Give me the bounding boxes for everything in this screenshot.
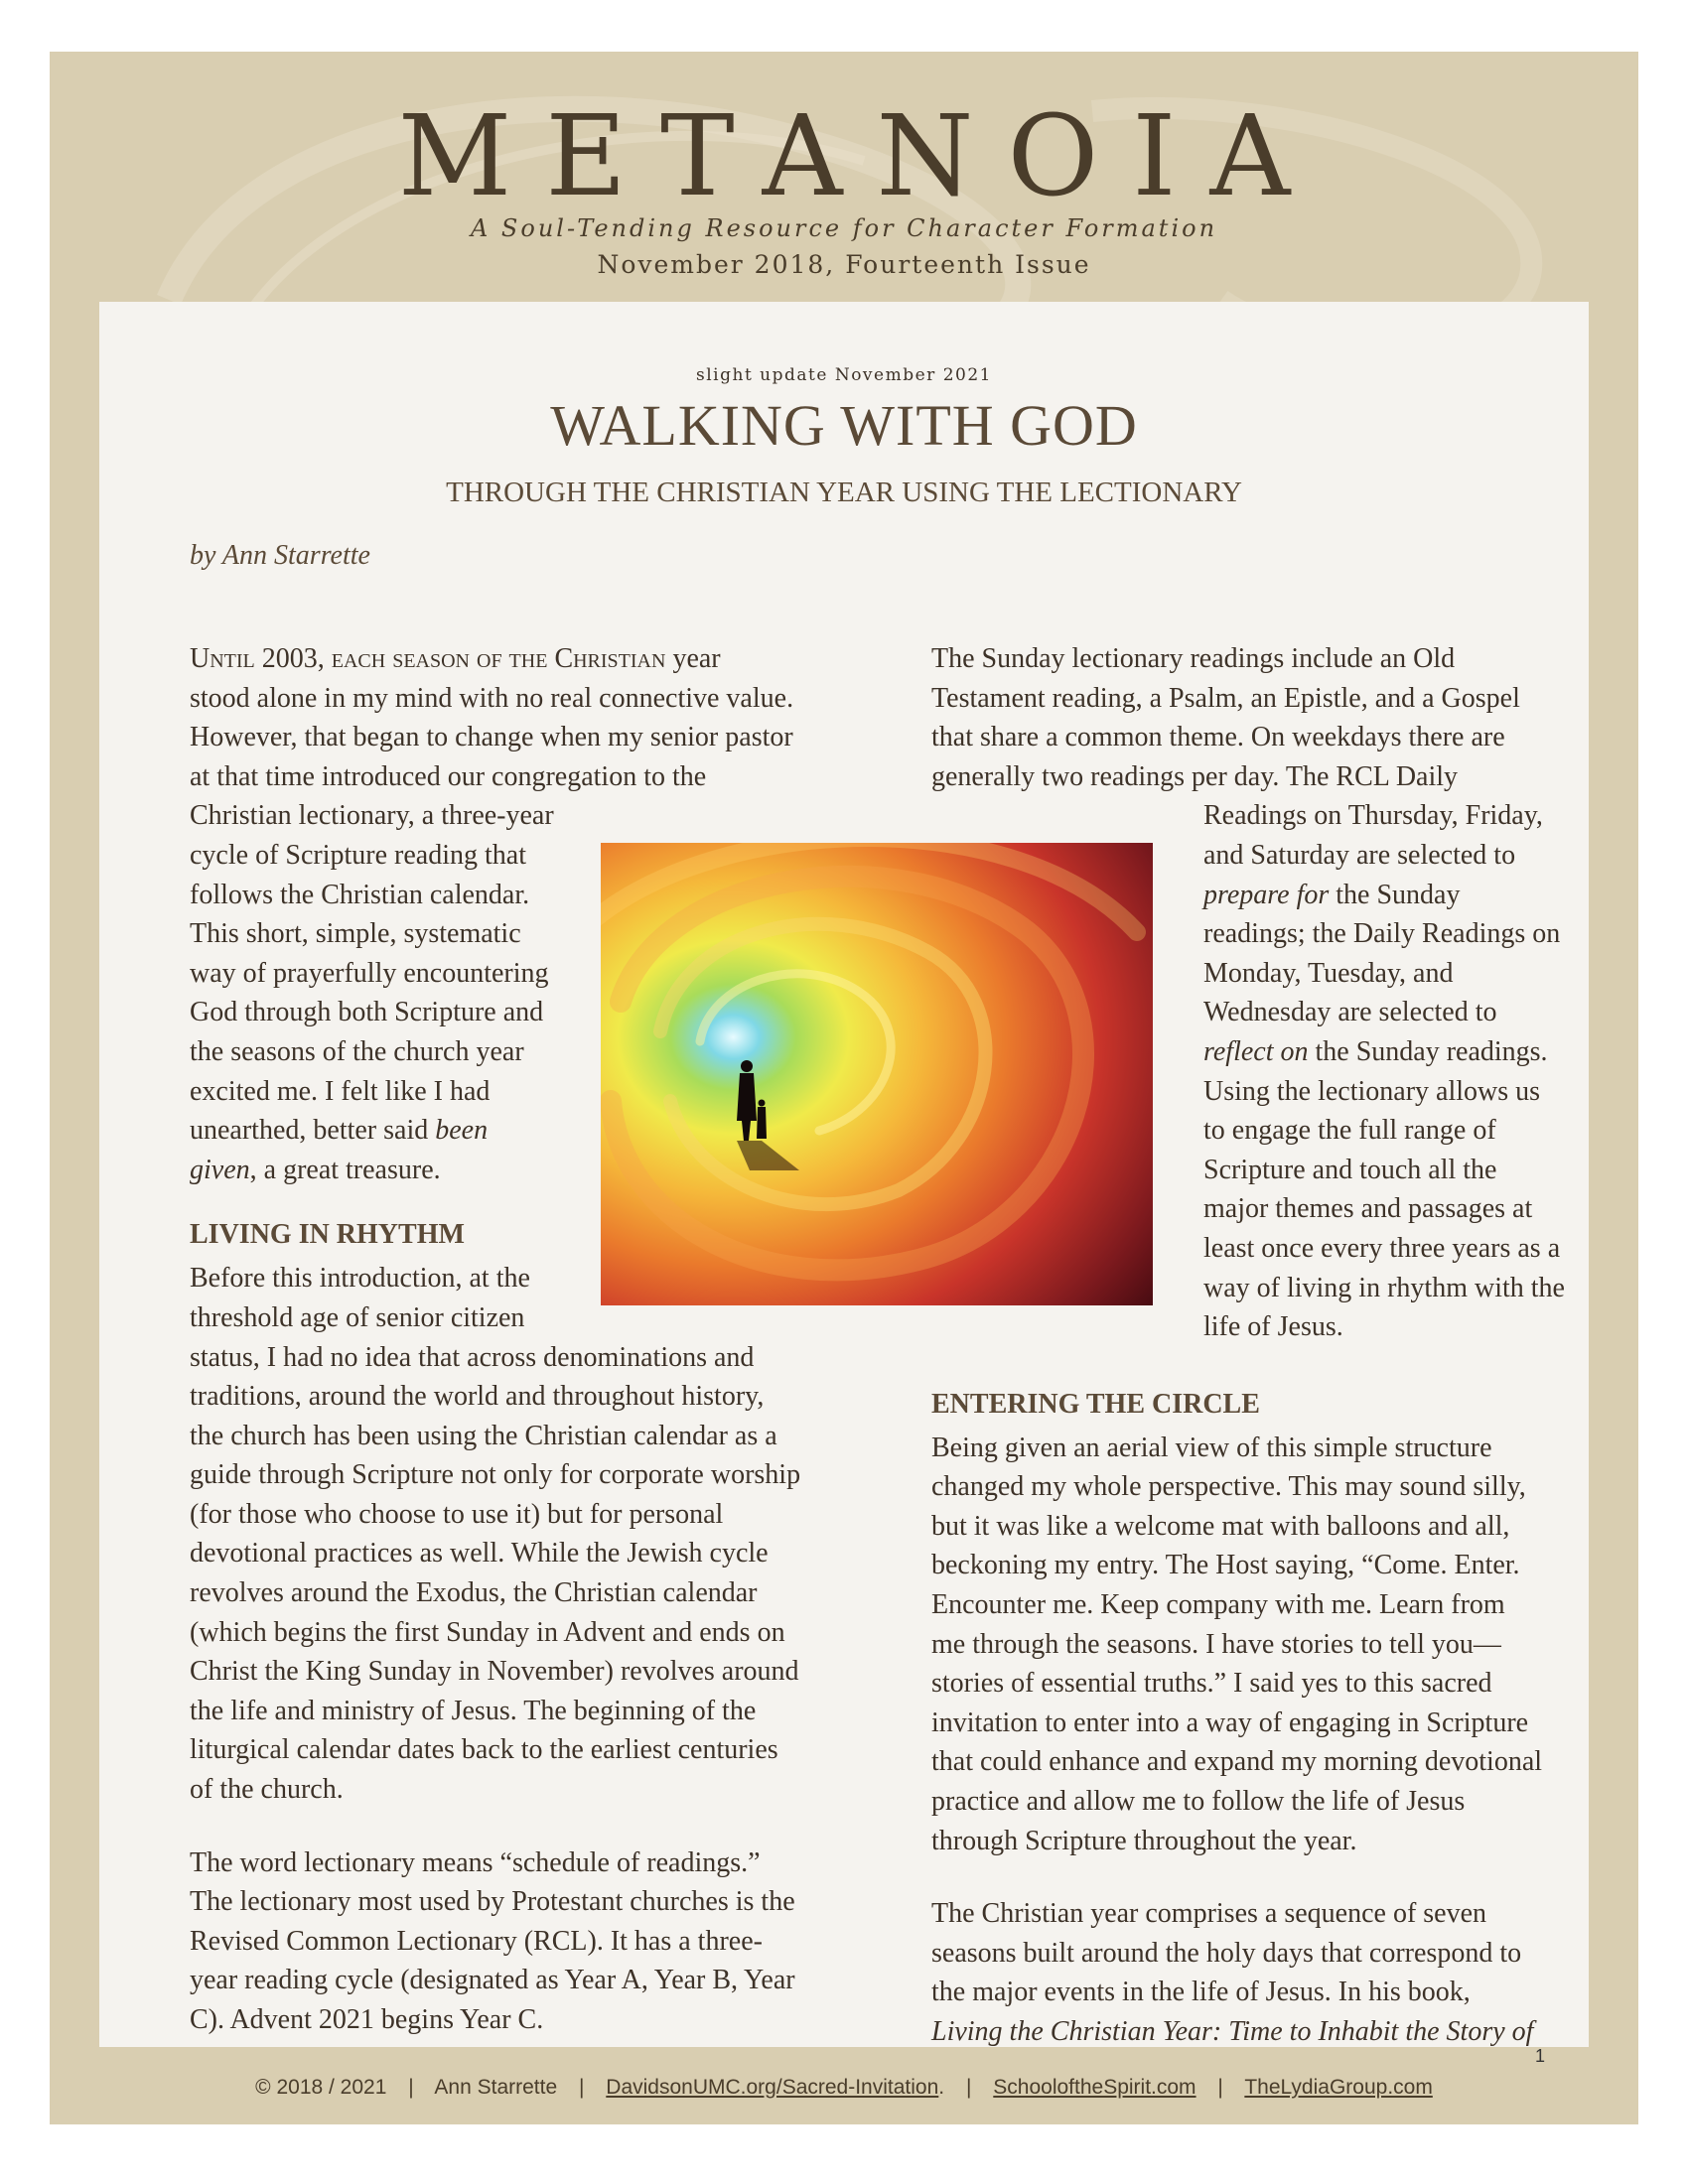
text-line: The Sunday lectionary readings include an Old	[931, 643, 1456, 674]
text-line: the church has been using the Christian calendar as a	[190, 1420, 777, 1451]
text-line: that could enhance and expand my morning devotional	[931, 1746, 1543, 1778]
text-line: Monday, Tuesday, and	[1203, 957, 1454, 989]
section-heading-living-in-rhythm: LIVING IN RHYTHM	[190, 1219, 465, 1251]
text-line: major themes and passages at	[1203, 1193, 1533, 1225]
text-line: The lectionary most used by Protestant churches is the	[190, 1886, 795, 1918]
page-frame	[50, 52, 1638, 2124]
text-line: devotional practices as well. While the Jewish cycle	[190, 1538, 769, 1570]
text-line: God through both Scripture and	[190, 997, 544, 1028]
article-sheet	[99, 302, 1589, 2047]
update-note: slight update November 2021	[696, 365, 992, 385]
text-line: Christian lectionary, a three-year	[190, 800, 554, 832]
section-heading-entering-the-circle: ENTERING THE CIRCLE	[931, 1388, 1260, 1420]
paragraph	[190, 1843, 865, 2040]
text-line: that share a common theme. On weekdays there are	[931, 722, 1505, 753]
text-line: However, that began to change when my senior pastor	[190, 722, 793, 753]
text-line: practice and allow me to follow the life of Jesus	[931, 1786, 1466, 1818]
paragraph	[931, 1894, 1587, 2051]
paragraph	[931, 1429, 1587, 1861]
footer	[50, 2076, 1638, 2100]
text-line: me through the seasons. I have stories to tell you—	[931, 1628, 1501, 1660]
byline: by Ann Starrette	[190, 540, 370, 571]
text-line: seasons built around the holy days that correspond to	[931, 1937, 1522, 1969]
text-line: Readings on Thursday, Friday,	[1203, 800, 1543, 832]
right-column	[931, 639, 1587, 2052]
text-line: (which begins the first Sunday in Advent and ends on	[190, 1616, 785, 1648]
footer-author: Ann Starrette	[434, 2076, 558, 2099]
text-line: least once every three years as a	[1203, 1232, 1561, 1264]
text-line: generally two readings per day. The RCL Daily	[931, 760, 1459, 792]
text-line: The Christian year comprises a sequence of seven	[931, 1898, 1487, 1930]
footer-copyright: © 2018 / 2021	[255, 2076, 387, 2099]
text-line: the life and ministry of Jesus. The beginning of the	[190, 1695, 757, 1726]
text-line: to engage the full range of	[1203, 1115, 1496, 1147]
article-subtitle: THROUGH THE CHRISTIAN YEAR USING THE LECTIONARY	[446, 477, 1242, 508]
text-line: cycle of Scripture reading that	[190, 839, 526, 871]
text-line: threshold age of senior citizen	[190, 1301, 525, 1333]
text-line: beckoning my entry. The Host saying, “Come. Enter.	[931, 1550, 1520, 1581]
text-line: revolves around the Exodus, the Christian calendar	[190, 1577, 758, 1609]
text-line: changed my whole perspective. This may sound silly,	[931, 1471, 1526, 1503]
footer-separator: |	[1217, 2076, 1223, 2099]
text-line: the seasons of the church year	[190, 1035, 524, 1067]
text-line: Living the Christian Year: Time to Inhabit the Story of	[931, 2016, 1534, 2047]
text-line: (for those who choose to use it) but for personal	[190, 1498, 724, 1530]
text-line: Using the lectionary allows us	[1203, 1075, 1541, 1107]
paragraph	[190, 1259, 865, 1809]
text-line: Revised Common Lectionary (RCL). It has a three-	[190, 1925, 763, 1957]
text-line: liturgical calendar dates back to the earliest centuries	[190, 1734, 778, 1766]
article-title: WALKING WITH GOD	[550, 393, 1138, 458]
text-line: through Scripture throughout the year.	[931, 1825, 1357, 1856]
text-line: reflect on the Sunday readings.	[1203, 1035, 1548, 1067]
footer-separator: |	[578, 2076, 585, 2099]
footer-separator: |	[965, 2076, 972, 2099]
text-line: of the church.	[190, 1774, 344, 1806]
masthead-title: METANOIA	[397, 92, 1325, 221]
page-number: 1	[1535, 2046, 1546, 2066]
text-line: way of prayerfully encountering	[190, 957, 549, 989]
text-line: Being given an aerial view of this simple structure	[931, 1432, 1492, 1463]
text-line: year reading cycle (designated as Year A, Year B, Year	[190, 1965, 795, 1996]
masthead-tagline: A Soul-Tending Resource for Character Formation	[470, 214, 1218, 242]
footer-link-schoolofthespirit[interactable]: SchooloftheSpirit.com	[993, 2076, 1196, 2099]
text-line: Scripture and touch all the	[1203, 1154, 1497, 1185]
text-line: stories of essential truths.” I said yes to this sacred	[931, 1668, 1492, 1700]
text-line: C). Advent 2021 begins Year C.	[190, 2004, 544, 2035]
text-line: This short, simple, systematic	[190, 918, 521, 950]
text-line: guide through Scripture not only for corporate worship	[190, 1459, 801, 1491]
text-line: and Saturday are selected to	[1203, 839, 1516, 871]
text-line: Testament reading, a Psalm, an Epistle, and a Gospel	[931, 682, 1520, 714]
text-line: Encounter me. Keep company with me. Learn from	[931, 1589, 1505, 1621]
footer-link-punctuation: .	[938, 2076, 945, 2099]
text-line: Before this introduction, at the	[190, 1263, 530, 1295]
footer-separator: |	[408, 2076, 414, 2099]
text-line: unearthed, better said been	[190, 1115, 489, 1147]
text-line: excited me. I felt like I had	[190, 1075, 491, 1107]
text-line: readings; the Daily Readings on	[1203, 918, 1561, 950]
text-line: Christ the King Sunday in November) revolves around	[190, 1656, 799, 1688]
text-line: stood alone in my mind with no real connective value.	[190, 682, 794, 714]
text-line: The word lectionary means “schedule of readings.”	[190, 1846, 761, 1878]
footer-link-thelydiagroup[interactable]: TheLydiaGroup.com	[1244, 2076, 1433, 2099]
text-line: traditions, around the world and throughout history,	[190, 1381, 765, 1413]
text-line: prepare for the Sunday	[1203, 879, 1461, 910]
text-line: life of Jesus.	[1203, 1311, 1343, 1343]
text-line: but it was like a welcome mat with balloons and all,	[931, 1510, 1510, 1542]
text-line: Wednesday are selected to	[1203, 997, 1497, 1028]
paragraph	[931, 639, 1587, 1347]
text-line: Until 2003, each season of the Christian year	[190, 643, 721, 674]
text-line: status, I had no idea that across denominations and	[190, 1341, 755, 1373]
text-line: at that time introduced our congregation to the	[190, 760, 707, 792]
issue-date: November 2018, Fourteenth Issue	[597, 250, 1091, 279]
text-line: the major events in the life of Jesus. In his book,	[931, 1977, 1471, 2008]
text-line: follows the Christian calendar.	[190, 879, 530, 910]
text-line: given, a great treasure.	[190, 1154, 441, 1185]
text-line: invitation to enter into a way of engaging in Scripture	[931, 1706, 1529, 1738]
footer-link-davidsonumc[interactable]: DavidsonUMC.org/Sacred-Invitation	[606, 2076, 939, 2099]
text-line: way of living in rhythm with the	[1203, 1272, 1565, 1303]
